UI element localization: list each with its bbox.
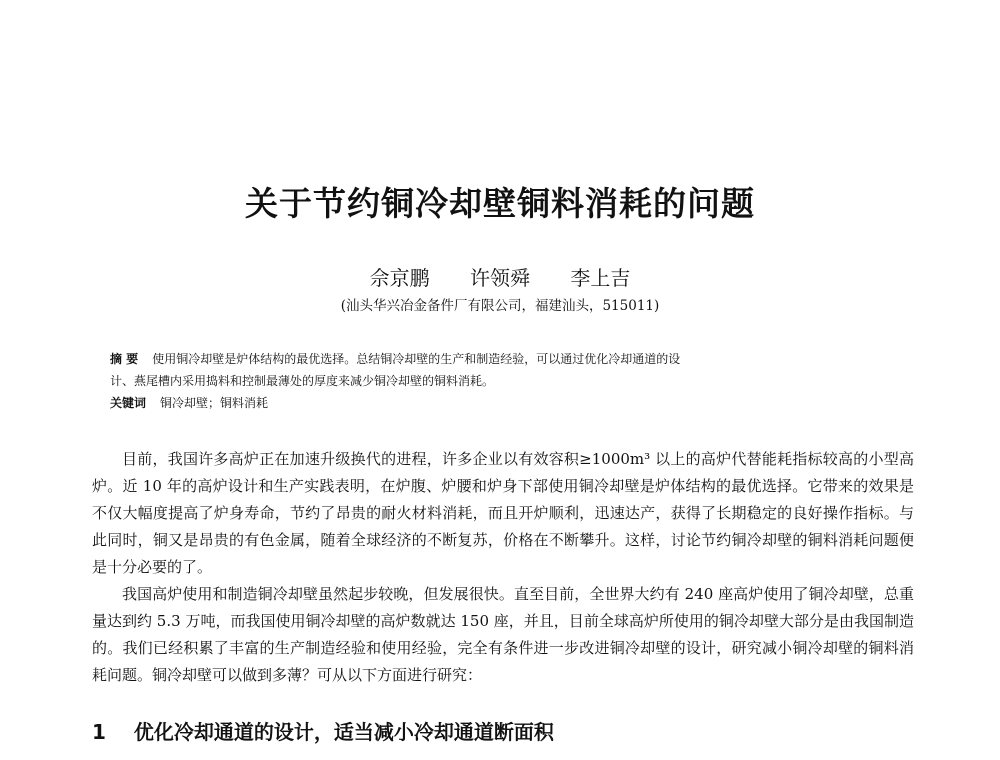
body-text bbox=[92, 446, 914, 689]
keywords-value: 铜冷却壁；铜料消耗 bbox=[160, 396, 269, 410]
author-list bbox=[0, 262, 1000, 291]
body-paragraph: 目前，我国许多高炉正在加速升级换代的进程，许多企业以有效容积≥1000m³ 以上的高炉代替能耗指标较高的小型高炉。近 10 年的高炉设计和生产实践表明，在炉腹、炉腰和炉身下部使用铜冷却壁是炉体结构的最优选择。它带来的效果是不仅大幅度提高了炉身寿命，节约了昂贵的耐火材料消耗，而且开炉顺利，迅速达产，获得了长期稳定的良好操作指标。与此同时，铜又是昂贵的有色金属，随着全球经济的不断复苏，价格在不断攀升。这样，讨论节约铜冷却壁的铜料消耗问题便是十分必要的了。 bbox=[92, 450, 914, 576]
section-number: 1 bbox=[92, 720, 106, 744]
abstract-line-1 bbox=[110, 348, 900, 370]
section-heading bbox=[92, 716, 554, 745]
abstract-text-2: 计、燕尾槽内采用捣料和控制最薄处的厚度来减少铜冷却壁的铜料消耗。 bbox=[110, 374, 495, 388]
abstract-label: 摘 要 bbox=[110, 352, 139, 366]
keywords-row bbox=[110, 392, 900, 414]
body-paragraph: 我国高炉使用和制造铜冷却壁虽然起步较晚，但发展很快。直至目前，全世界大约有 240 座高炉使用了铜冷却壁，总重量达到约 5.3 万吨，而我国使用铜冷却壁的高炉数就达 150 座，并且，目前全球高炉所使用的铜冷却壁大部分是由我国制造的。我们已经积累了丰富的生产制造经验和使用经验，完全有条件进一步改进铜冷却壁的设计，研究减小铜冷却壁的铜料消耗问题。铜冷却壁可以做到多薄？可从以下方面进行研究： bbox=[92, 585, 914, 684]
page-title: 关于节约铜冷却壁铜料消耗的问题 bbox=[245, 184, 755, 223]
abstract-text-1: 使用铜冷却壁是炉体结构的最优选择。总结铜冷却壁的生产和制造经验，可以通过优化冷却通道的设 bbox=[152, 352, 681, 366]
affiliation: (汕头华兴冶金备件厂有限公司，福建汕头，515011) bbox=[340, 298, 660, 314]
abstract-block bbox=[110, 348, 900, 414]
author-name: 佘京鹏 bbox=[369, 266, 430, 290]
keywords-label: 关键词 bbox=[110, 396, 147, 410]
author-name: 李上吉 bbox=[570, 266, 631, 290]
section-title: 优化冷却通道的设计，适当减小冷却通道断面积 bbox=[133, 720, 554, 744]
author-name: 许领舜 bbox=[470, 266, 530, 290]
